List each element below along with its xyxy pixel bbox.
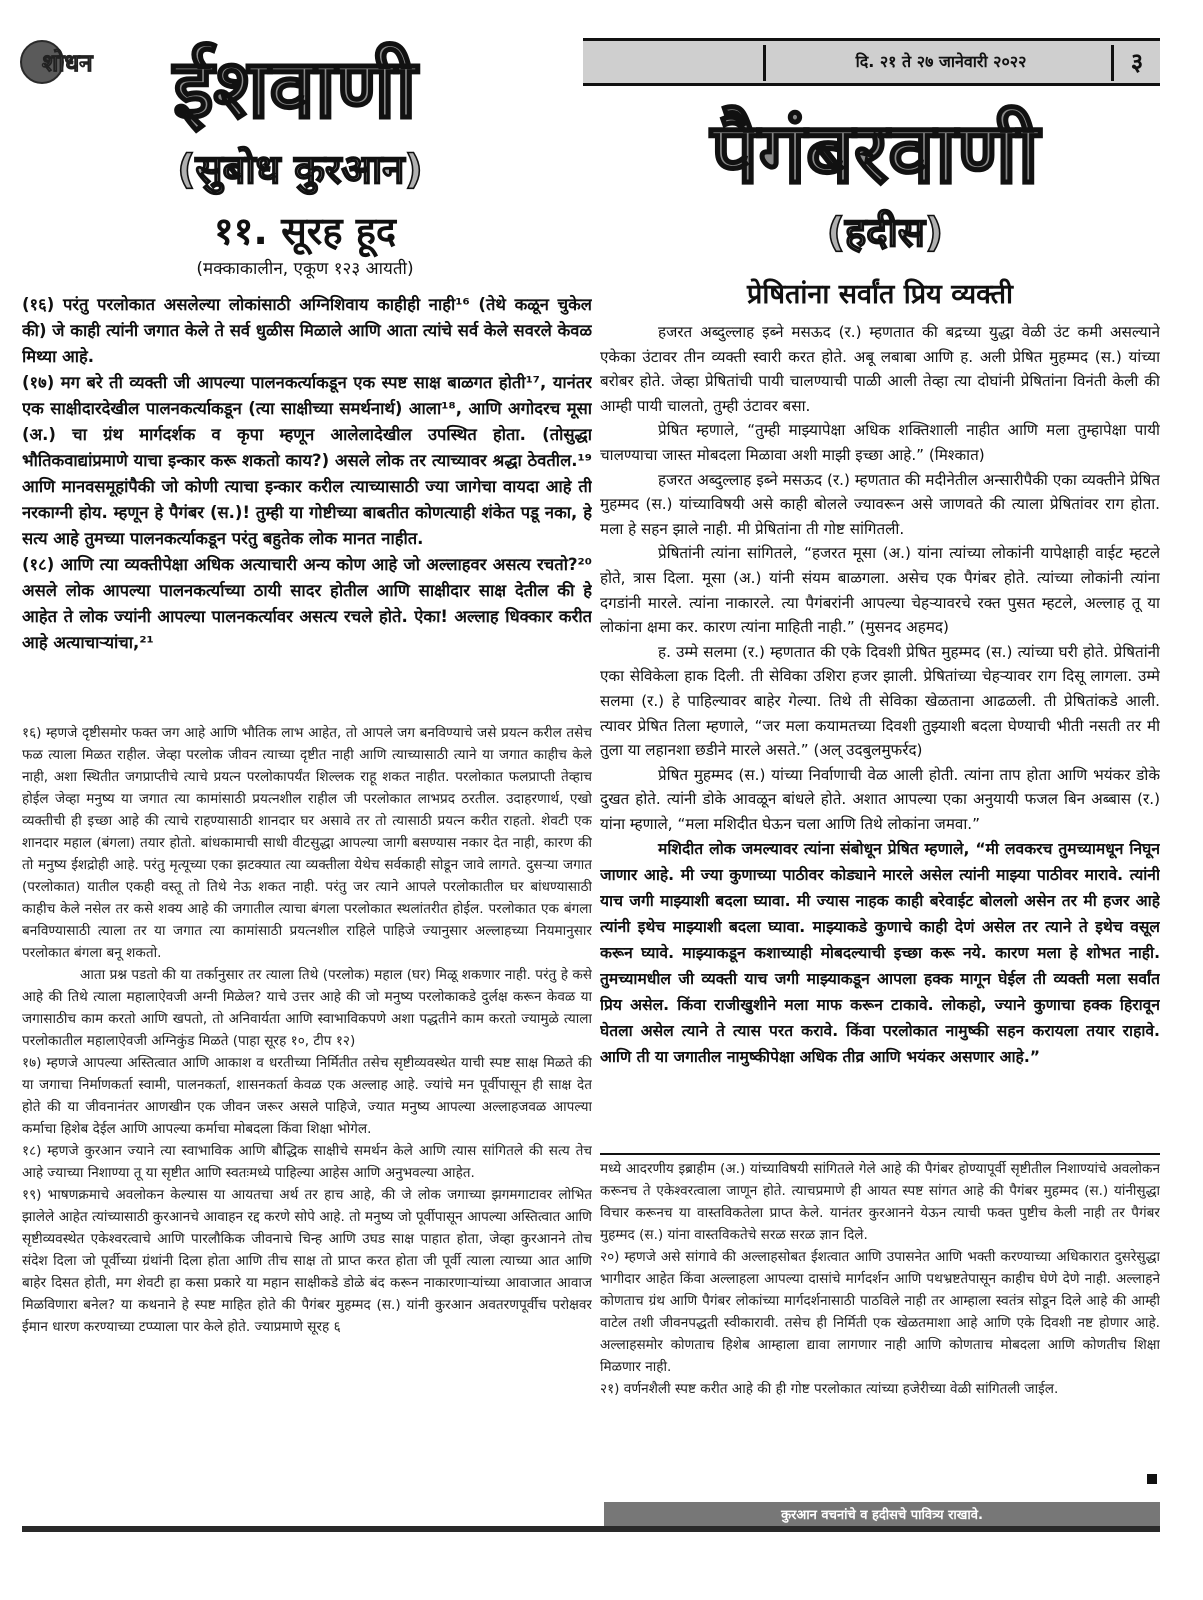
column-divider — [600, 1153, 1160, 1155]
publication-logo — [20, 38, 112, 88]
page-number: ३ — [1130, 48, 1144, 76]
hadith-body — [600, 320, 1160, 1152]
note-18: १८) म्हणजे कुरआन ज्याने त्या स्वाभाविक आणि बौद्धिक साक्षीचे समर्थन केले आणि त्यास सांगितले की सत्य तेच आहे ज्याच्या निशाण्या तू या सृष्टीत आणि स्वतःमध्ये पाहिल्या आहेस आणि अनुभवल्या आहेत. — [22, 1143, 592, 1181]
note-19-continued: मध्ये आदरणीय इब्राहीम (अ.) यांच्याविषयी सांगितले गेले आहे की पैगंबर होण्यापूर्वी सृष्टीतील निशाण्यांचे अवलोकन करूनच ते एकेश्वरत्वाला जाणून होते. त्याचप्रमाणे ही आयत स्पष्ट सांगत आहे की पैगंबर मुहम्मद (स.) यांनीसुद्धा विचार करूनच या वास्तविकतेला प्राप्त केले. यानंतर कुरआनने येऊन त्याची फक्त पुष्टीच केली नाही तर पैगंबर मुहम्मद (स.) यांना वास्तविकतेचे सरळ सरळ ज्ञान दिले. — [600, 1161, 1160, 1243]
logo-text: शोधन — [42, 49, 93, 77]
quran-verses — [22, 292, 592, 717]
issue-date: दि. २१ ते २७ जानेवारी २०२२ — [855, 52, 1027, 71]
hadith-paragraph: प्रेषित म्हणाले, “तुम्ही माझ्यापेक्षा अधिक शक्तिशाली नाहीत आणि मला तुम्हापेक्षा पायी चालण्याचा जास्त मोबदला मिळावा अशी माझी इच्छा आहे.” (मिश्कात) — [600, 421, 1160, 464]
left-section-subtitle: (सुबोध कुरआन) — [177, 147, 423, 193]
left-section-title: ईशवाणी — [173, 42, 417, 137]
surah-subtitle: (मक्काकालीन, एकूण १२३ आयती) — [196, 259, 414, 279]
divider — [1111, 45, 1114, 81]
verse-16: (१६) परंतु परलोकात असलेल्या लोकांसाठी अग्निशिवाय काहीही नाही¹⁶ (तेथे कळून चुकेल की) जे काही त्यांनी जगात केले ते सर्व धुळीस मिळाले आणि आता त्यांचे सर्व केले सवरले केवळ मिथ्या आहे. — [22, 295, 592, 366]
hadith-paragraph: ह. उम्मे सलमा (र.) म्हणतात की एके दिवशी प्रेषित मुहम्मद (स.) त्यांच्या घरी होते. प्रेषितांनी एका सेविकेला हाक दिली. ती सेविका उशिरा हजर झाली. प्रेषितांच्या चेहऱ्यावर राग दिसू लागला. उम्मे सलमा (र.) हे पाहिल्यावर बाहेर गेल्या. तिथे ती सेविका खेळताना आढळली. ती प्रेषितांकडे आली. त्यावर प्रेषित तिला म्हणाले, “जर मला कयामतच्या दिवशी तुझ्याशी बदला घेण्याची भीती नसती तर मी तुला या लहानशा छडीने मारले असते.” (अल् उदबुलमुफर्रद) — [600, 642, 1160, 760]
verse-commentary-continued — [600, 1158, 1160, 1488]
issue-date-bar — [583, 38, 1160, 86]
note-21: २१) वर्णनशैली स्पष्ट करीत आहे की ही गोष्ट परलोकात त्यांच्या हजेरीच्या वेळी सांगितली जाईल. — [600, 1381, 1059, 1397]
note-19: १९) भाषणक्रमाचे अवलोकन केल्यास या आयतचा अर्थ तर हाच आहे, की जे लोक जगाच्या झगमगाटावर लोभित झालेले आहेत त्यांच्यासाठी कुरआनचे आवाहन रद्द करणे सोपे आहे. तो मनुष्य जो पूर्वीपासून आपल्या अस्तित्वात आणि सृष्टीव्यवस्थेत एकेश्वरत्वाचे आणि पारलौकिक जीवनाचे चिन्ह आणि उघड साक्ष पाहात होता, जेव्हा कुरआनने तोच संदेश दिला जो पूर्वीच्या ग्रंथांनी दिला होता आणि तीच साक्ष तो प्राप्त करत होता जी पूर्वी त्याला त्याच्या आत आणि बाहेर दिसत होती, मग शेवटी हा कसा प्रकारे या महान साक्षीकडे डोळे बंद करून नाकारणाऱ्यांच्या आवाजात आवाज मिळविणारा बनेल? या कथनाने हे स्पष्ट माहित होते की पैगंबर मुहम्मद (स.) यांनी कुरआन अवतरणपूर्वीच परोक्षवर ईमान धारण करण्याच्या टप्प्याला पार केले होते. ज्याप्रमाणे सूरह ६ — [22, 1187, 592, 1335]
hadith-paragraph: प्रेषित मुहम्मद (स.) यांच्या निर्वाणाची वेळ आली होती. त्यांना ताप होता आणि भयंकर डोके दुखत होते. त्यांनी डोके आवळून बांधले होते. अशात आपल्या एका अनुयायी फजल बिन अब्बास (र.) यांना म्हणाले, “मला मशिदीत घेऊन चला आणि तिथे लोकांना जमवा.” — [600, 765, 1160, 833]
footer-text: कुरआन वचनांचे व हदीसचे पावित्र्य राखावे. — [781, 1508, 983, 1523]
hadith-paragraph-highlight: मशिदीत लोक जमल्यावर त्यांना संबोधून प्रेषित म्हणाले, “मी लवकरच तुमच्यामधून निघून जाणार आहे. मी ज्या कुणाच्या पाठीवर कोड्याने मारले असेल त्यांनी माझ्या पाठीवर मारावे. त्यांनी याच जगी माझ्याशी बदला घ्यावा. मी ज्यास नाहक काही बरेवाईट बोललो असेन तर मी हजर आहे त्यांनी इथेच माझ्याशी बदला घ्यावा. माझ्याकडे कुणाचे काही देणं असेल तर त्याने ते इथेच वसूल करून घ्यावे. माझ्याकडून कशाच्याही मोबदल्याची इच्छा करू नये. कारण मला हे शोभत नाही. तुमच्यामधील जी व्यक्ती याच जगी माझ्याकडून आपला हक्क मागून घेईल ती व्यक्ती मला सर्वांत प्रिय असेल. किंवा राजीखुशीने मला माफ करून टाकावे. लोकहो, ज्याने कुणाचा हक्क हिरावून घेतला असेल त्याने ते त्यास परत करावे. किंवा परलोकात नामुष्की सहन करायला तयार राहावे. आणि ती या जगातील नामुष्कीपेक्षा अधिक तीव्र आणि भयंकर असणार आहे.” — [600, 840, 1160, 1067]
right-section-title: पैगंबरवाणी — [710, 104, 1040, 202]
hadith-paragraph: हजरत अब्दुल्लाह इब्ने मसऊद (र.) म्हणतात की बद्रच्या युद्धा वेळी उंट कमी असल्याने एकेका उंटावर तीन व्यक्ती स्वारी करत होते. अबू लबाबा आणि ह. अली प्रेषित मुहम्मद (स.) यांच्या बरोबर होते. जेव्हा प्रेषितांची पायी चालण्याची पाळी आली तेव्हा त्या दोघांनी प्रेषितांना विनंती केली की आम्ही पायी चालतो, तुम्ही उंटावर बसा. — [600, 323, 1160, 415]
hadith-paragraph: हजरत अब्दुल्लाह इब्ने मसऊद (र.) म्हणतात की मदीनेतील अन्सारीपैकी एका व्यक्तीने प्रेषित मुहम्मद (स.) यांच्याविषयी असे काही बोलले ज्यावरून असे जाणवते की त्याला प्रेषितांवर राग होता. मला हे सहन झाले नाही. मी प्रेषितांना ती गोष्ट सांगितली. — [600, 470, 1160, 538]
note-16: १६) म्हणजे दृष्टीसमोर फक्त जग आहे आणि भौतिक लाभ आहेत, तो आपले जग बनविण्याचे जसे प्रयत्न करील तसेच फळ त्याला मिळत राहील. जेव्हा परलोक जीवन त्याच्या दृष्टीत नाही आणि त्याच्यासाठी त्याने या जगात काहीच केले नाही, अशा स्थितीत जगप्राप्तीचे त्याचे प्रयत्न परलोकापर्यंत शिल्लक राहू शकत नाहीत. परलोकात फलप्राप्ती तेव्हाच होईल जेव्हा मनुष्य या जगात त्या कामांसाठी प्रयत्नशील राहील जी परलोकात लाभप्रद ठरतील. उदाहरणार्थ, एखो व्यक्तीची ही इच्छा आहे की त्याचे राहण्यासाठी शानदार घर असावे तर तो त्यासाठी प्रयत्न करीत राहतो. शेवटी एक शानदार महाल (बंगला) तयार होतो. बांधकामाची साधी वीटसुद्धा आपल्या जागी बसण्यास नकार देत नाही, कारण की तो मनुष्य ईशद्रोही आहे. परंतु मृत्यूच्या एका झटक्यात त्या व्यक्तीला येथेच सर्वकाही सोडून जावे लागते. दुसऱ्या जगात (परलोकात) यातील एकही वस्तू तो तिथे नेऊ शकत नाही. परंतु जर त्याने आपले परलोकातील घर बांधण्यासाठी काहीच केले नसेल तर कसे शक्य आहे की जगातील त्याचा बंगला परलोकात स्थलांतरीत होईल. परलोकात एक बंगला बनविण्यासाठी त्याला तर या जगात त्या कामांसाठी प्रयत्नशील राहिले पाहिजे ज्यानुसार अल्लाहच्या नियमानुसार परलोकात बंगला बनू शकतो. — [22, 725, 592, 961]
hadith-paragraph: प्रेषितांनी त्यांना सांगितले, “हजरत मूसा (अ.) यांना त्यांच्या लोकांनी यापेक्षाही वाईट म्हटले होते, त्रास दिला. मूसा (अ.) यांनी संयम बाळगला. असेच एक पैगंबर होते. त्यांच्या लोकांनी त्यांना दगडांनी मारले. त्यांना नाकारले. त्या पैगंबरांनी आपल्या चेहऱ्यावरचे रक्त पुसत म्हटले, अल्लाह तू या लोकांना क्षमा कर. कारण त्यांना माहिती नाही.” (मुसनद अहमद) — [600, 544, 1160, 637]
verse-18: (१८) आणि त्या व्यक्तीपेक्षा अधिक अत्याचारी अन्य कोण आहे जो अल्लाहवर असत्य रचतो?²⁰ असले लोक आपल्या पालनकर्त्याच्या ठायी सादर होतील आणि साक्षीदार साक्ष देतील की हे आहेत ते लोक ज्यांनी आपल्या पालनकर्त्यावर असत्य रचले होते. ऐका! अल्लाह धिक्कार करीत आहे अत्याचाऱ्यांचा,²¹ — [22, 555, 592, 652]
note-20: २०) म्हणजे असे सांगावे की अल्लाहसोबत ईशत्वात आणि उपासनेत आणि भक्ती करण्याच्या अधिकारात दुसरेसुद्धा भागीदार आहेत किंवा अल्लाहला आपल्या दासांचे मार्गदर्शन आणि पथभ्रष्टतेपासून काहीच घेणे देणे नाही. अल्लाहने कोणताच ग्रंथ आणि पैगंबर लोकांच्या मार्गदर्शनासाठी पाठविले नाही तर आम्हाला स्वतंत्र सोडून दिले आहे की आम्ही वाटेल तशी जीवनपद्धती स्वीकारावी. तसेच ही निर्मिती एक खेळतमाशा आहे आणि एके दिवशी नष्ट होणार आहे. अल्लाहसमोर कोणताच हिशेब आम्हाला द्यावा लागणार नाही आणि कोणताच मोबदला आणि कोणतीच शिक्षा मिळणार नाही. — [600, 1249, 1160, 1375]
note-17: १७) म्हणजे आपल्या अस्तित्वात आणि आकाश व धरतीच्या निर्मितीत तसेच सृष्टीव्यवस्थेत याची स्पष्ट साक्ष मिळते की या जगाचा निर्माणकर्ता स्वामी, पालनकर्ता, शासनकर्ता केवळ एक अल्लाह आहे. ज्यांचे मन पूर्वीपासून ही साक्ष देत होते की या जीवनानंतर आणखीन एक जीवन जरूर असले पाहिजे, ज्यात मनुष्य आपल्या अल्लाहजवळ आपल्या कर्माचा हिशेब देईल आणि आपल्या कर्माचा मोबदला किंवा शिक्षा भोगेल. — [22, 1055, 592, 1137]
divider — [763, 45, 766, 81]
note-16-continued: आता प्रश्न पडतो की या तर्कानुसार तर त्याला तिथे (परलोक) महाल (घर) मिळू शकणार नाही. परंतु हे कसे आहे की तिथे त्याला महालाऐवजी अग्नी मिळेल? याचे उत्तर आहे की जो मनुष्य परलोकाकडे दुर्लक्ष करून केवळ या जगासाठीच काम करतो आणि खपतो, तो अनिवार्यता आणि स्वाभाविकपणे अशा पद्धतीने काम करतो ज्यामुळे त्याला परलोकातील महालाऐवजी अग्निकुंड मिळते (पाहा सूरह १०, टीप १२) — [22, 967, 592, 1049]
footer-banner — [604, 1502, 1160, 1528]
surah-title: ११. सूरह हूद — [213, 209, 397, 253]
bottom-rule — [22, 1526, 1160, 1532]
hadith-heading: प्रेषितांना सर्वांत प्रिय व्यक्ती — [747, 279, 1013, 310]
right-section-subtitle: (हदीस) — [826, 210, 944, 256]
end-mark — [1147, 1474, 1157, 1484]
verse-17: (१७) मग बरे ती व्यक्ती जी आपल्या पालनकर्त्याकडून एक स्पष्ट साक्ष बाळगत होती¹⁷, यानंतर एक साक्षीदारदेखील पालनकर्त्याकडून (त्या साक्षीच्या समर्थनार्थ) आला¹⁸, आणि अगोदरच मूसा (अ.) चा ग्रंथ मार्गदर्शक व कृपा म्हणून आलेलादेखील उपस्थित होता. (तोसुद्धा भौतिकवाद्यांप्रमाणे याचा इन्कार करू शकतो काय?) असले लोक तर त्याच्यावर श्रद्धा ठेवतील.¹⁹ आणि मानवसमूहांपैकी जो कोणी त्याचा इन्कार करील त्याच्यासाठी ज्या जागेचा वायदा आहे ती नरकाग्नी होय. म्हणून हे पैगंबर (स.)! तुम्ही या गोष्टीच्या बाबतीत कोणत्याही शंकेत पडू नका, हे सत्य आहे तुमच्या पालनकर्त्याकडून परंतु बहुतेक लोक मानत नाहीत. — [22, 373, 592, 548]
verse-commentary — [22, 722, 592, 1504]
